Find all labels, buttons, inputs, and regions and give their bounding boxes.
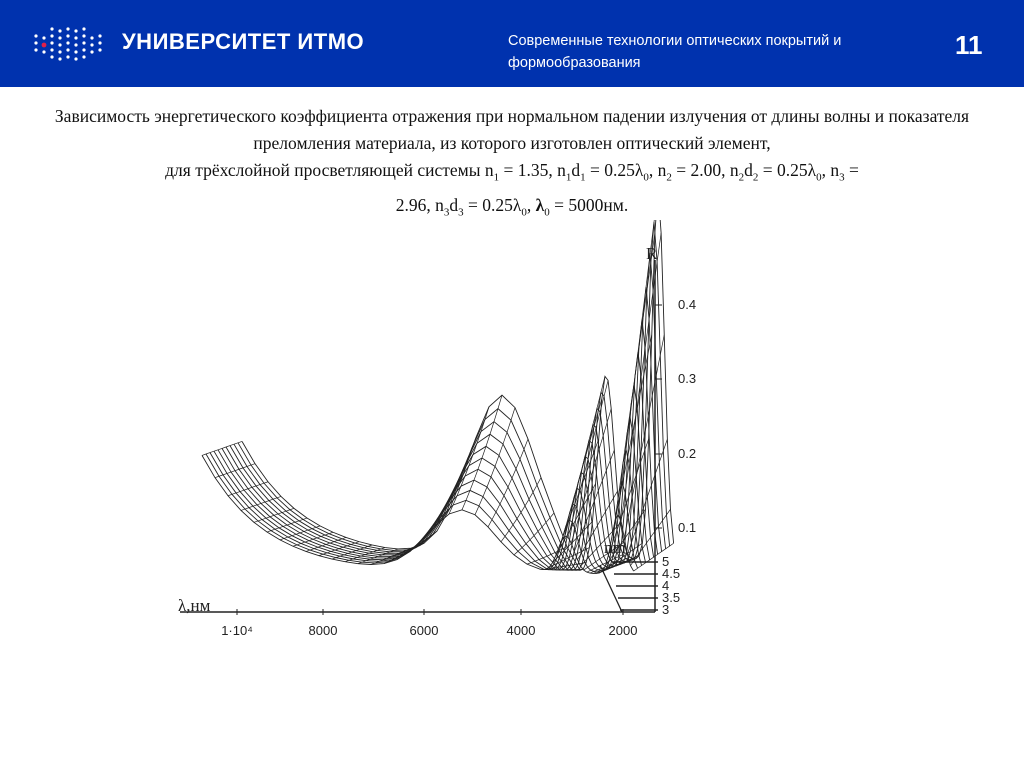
logo-dot: [82, 48, 85, 51]
reflectance-surface-chart: [0, 220, 1024, 650]
logo-dot: [50, 27, 53, 30]
x-axis-label: λ,нм: [178, 596, 211, 615]
logo-dot: [74, 50, 77, 53]
logo-dot: [82, 34, 85, 37]
mesh-line-lambda: [462, 395, 502, 510]
n-tick-label: 3.5: [662, 590, 681, 605]
slide-header: [0, 0, 1024, 87]
logo-dot: [58, 36, 61, 39]
z-axis-label: R: [646, 244, 658, 263]
logo-dot: [34, 34, 37, 37]
logo-dot: [98, 41, 101, 44]
logo-dot: [74, 57, 77, 60]
logo-dot: [58, 57, 61, 60]
logo-dot: [74, 43, 77, 46]
logo-dot: [90, 36, 93, 39]
x-tick-label: 4000: [506, 623, 536, 638]
logo-dot: [58, 50, 61, 53]
logo-dot: [42, 43, 47, 48]
mesh-line-n: [238, 222, 670, 570]
n-axis-label: nm: [604, 538, 626, 557]
chart-axes: [178, 244, 696, 638]
x-tick-label: 8000: [308, 623, 338, 638]
logo-dot: [66, 55, 69, 58]
page-number: 11: [955, 30, 983, 60]
logo-dot: [82, 27, 85, 30]
x-tick-label: 1·10⁴: [221, 623, 253, 638]
z-tick-label: 0.3: [678, 371, 697, 386]
logo-dot: [42, 36, 45, 39]
logo-dot: [98, 48, 101, 51]
z-tick-label: 0.4: [678, 297, 697, 312]
z-tick-label: 0.2: [678, 446, 697, 461]
logo-dot: [50, 48, 53, 51]
mesh-line-n: [226, 320, 658, 571]
itmo-logo-icon: [30, 24, 110, 64]
logo-dot: [82, 41, 85, 44]
logo-dot: [90, 50, 93, 53]
logo-dot: [50, 34, 53, 37]
logo-dot: [58, 29, 61, 32]
logo-dot: [98, 34, 101, 37]
mesh-line-lambda: [568, 380, 608, 537]
logo-dot: [82, 55, 85, 58]
n-tick-label: 5: [662, 554, 670, 569]
logo-dot: [50, 55, 53, 58]
logo-dot: [90, 43, 93, 46]
slide-caption: Зависимость энергетического коэффициента отражения при нормальном падении излучения от длины волны и показателя преломления материала, из которого изготовлен оптический элемент, для трёхслойной просветляющей системы $n_1 = 1.35$, $n_1d_1 = 0.25\lambda_0$, $n_2 = 2.00$, $n_2d_2 = 0.25\lambda_0$, $n_3$ = 2.96, $n_3d_3 = 0.25\lambda_0$, $\lambda_0 = 5000нм$.: [54, 106, 970, 218]
n-axis-line: [600, 565, 622, 612]
logo-dot: [42, 50, 45, 53]
logo-dot: [66, 41, 69, 44]
logo-dot: [34, 48, 37, 51]
logo-text: УНИВЕРСИТЕТ ИТМО: [122, 29, 365, 54]
mesh-line-lambda: [559, 439, 599, 548]
logo-dot: [66, 34, 69, 37]
n-tick-label: 4.5: [662, 566, 681, 581]
x-tick-label: 2000: [608, 623, 638, 638]
logo-dot: [66, 48, 69, 51]
logo-dot: [74, 36, 77, 39]
logo-dot: [66, 27, 69, 30]
mesh-line-lambda: [596, 559, 636, 574]
mesh-line-lambda: [501, 478, 541, 542]
surface-mesh: [202, 220, 674, 573]
logo-dot: [34, 41, 37, 44]
n-tick-label: 3: [662, 602, 670, 617]
logo-dot: [74, 29, 77, 32]
logo-dot: [50, 41, 53, 44]
logo-dot: [58, 43, 61, 46]
x-tick-label: 6000: [409, 623, 439, 638]
n-tick-label: 4: [662, 578, 670, 593]
z-tick-label: 0.1: [678, 520, 697, 535]
course-title: Современные технологии оптических покрытий и формообразования: [508, 33, 842, 71]
